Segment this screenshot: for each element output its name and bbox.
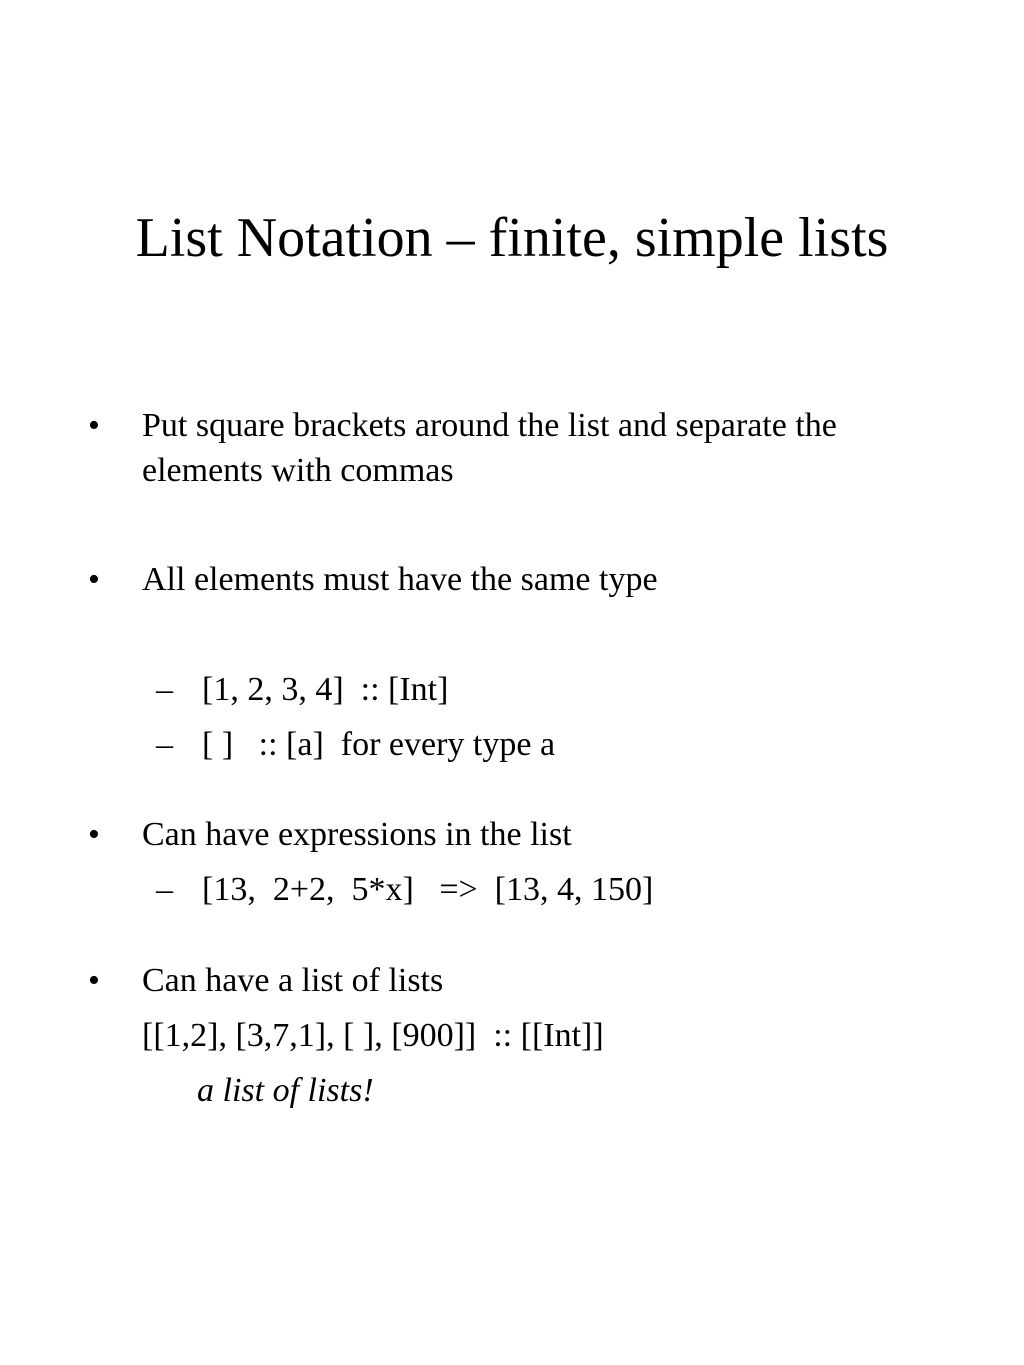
bullet-dot-icon: •	[88, 407, 100, 444]
bullet-note: a list of lists!	[197, 1072, 374, 1109]
dash-icon: –	[156, 726, 173, 763]
sub-item-text: [13, 2+2, 5*x] => [13, 4, 150]	[202, 871, 654, 908]
sub-item-text: [ ] :: [a] for every type a	[202, 726, 556, 763]
bullet-dot-icon: •	[88, 561, 100, 598]
bullet-text-line: Put square brackets around the list and separate the	[142, 407, 837, 444]
bullet-text-line: All elements must have the same type	[142, 561, 658, 598]
bullet-code-line: [[1,2], [3,7,1], [ ], [900]] :: [[Int]]	[142, 1017, 604, 1054]
slide-title: List Notation – finite, simple lists	[135, 207, 889, 269]
bullet-text-line: Can have expressions in the list	[142, 816, 572, 853]
bullet-dot-icon: •	[88, 816, 100, 853]
sub-item-text: [1, 2, 3, 4] :: [Int]	[202, 671, 449, 708]
dash-icon: –	[156, 871, 173, 908]
bullet-text-line: Can have a list of lists	[142, 962, 444, 999]
dash-icon: –	[156, 671, 173, 708]
bullet-dot-icon: •	[88, 962, 100, 999]
bullet-text-line: elements with commas	[142, 452, 454, 489]
